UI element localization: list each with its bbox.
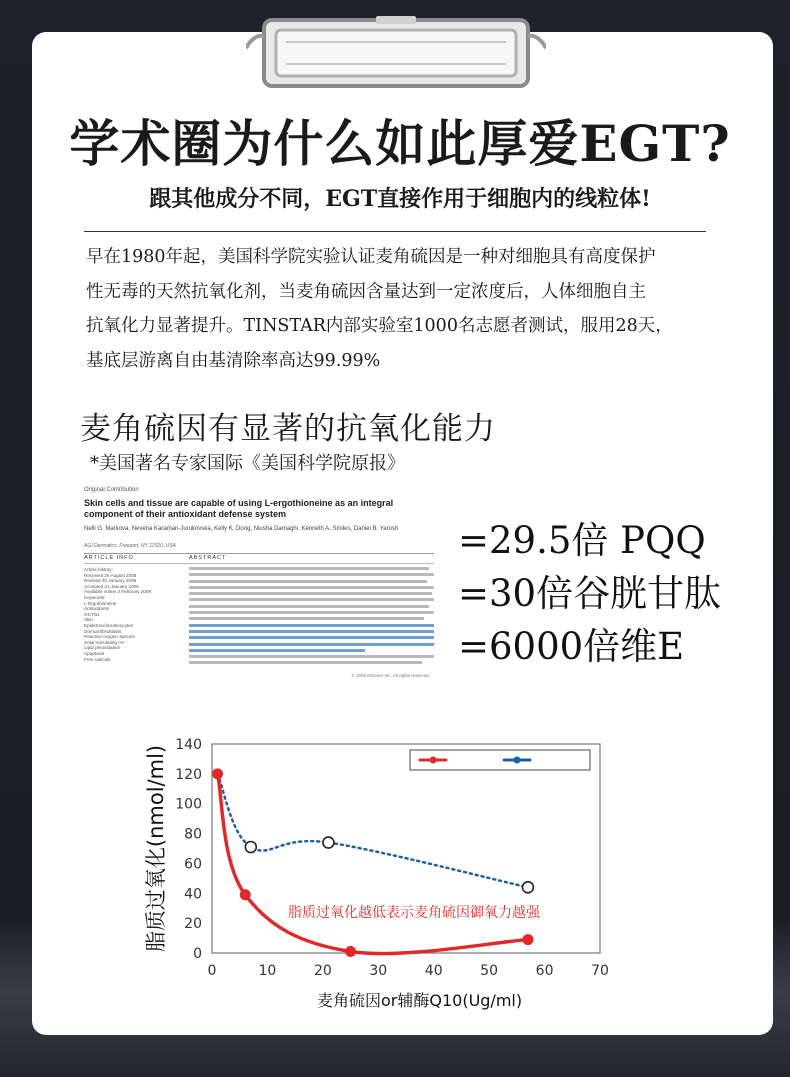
chart-annotation: 脂质过氧化越低表示麦角硫因御氧力越强 [288,905,540,921]
comparison-glutathione: =30倍谷胱甘肽 [458,572,722,615]
article-info-line: Reactive oxygen species [84,634,135,640]
data-point [345,946,356,957]
x-tick-label: 70 [591,963,609,979]
article-info-line: Dermal fibroblasts [84,628,122,634]
y-tick-label: 100 [175,796,202,813]
article-info-line: Apoptosis [84,650,105,656]
data-point [240,889,251,900]
intro-line: 抗氧化力显著提升。TINSTAR内部实验室1000名志愿者测试，服用28天， [86,316,673,336]
article-info-line: Article history: [84,567,113,572]
data-point [522,934,533,945]
x-tick-label: 50 [480,963,499,979]
highlighted-text [189,636,434,639]
article-info-line: Lipid peroxidation [84,645,121,651]
article-abstract-heading: ABSTRACT [189,555,227,561]
article-info-list [84,567,179,662]
y-axis-label: 脂质过氧化(nmol/ml) [144,744,168,953]
article-divider [84,563,434,564]
section-heading: 麦角硫因有显著的抗氧化能力 [80,411,496,447]
article-info-line: Antioxidants [84,606,110,612]
y-tick-label: 60 [184,856,202,873]
y-tick-label: 40 [184,886,202,903]
intro-line: 基底层游离自由基清除率高达99.99% [86,350,381,371]
article-info-line: L-Ergothioneine [84,600,117,606]
intro-line: 性无毒的天然抗氧化剂，当麦角硫因含量达到一定浓度后，人体细胞自主 [86,281,646,302]
y-tick-label: 120 [175,766,202,783]
x-axis-label: 麦角硫因or辅酶Q10(Ug/ml) [317,991,523,1010]
data-point [245,842,256,853]
x-tick-label: 20 [313,963,332,979]
data-point [323,837,334,848]
y-tick-label: 20 [184,916,202,933]
article-affiliation: AGI Dermatics, Freeport, NY 11520, USA [84,543,176,549]
article-divider [84,553,434,554]
article-info-line: Epidermal keratinocytes [84,622,134,628]
article-info-line: Accepted 21 January 2009 [84,583,139,589]
y-tick-label: 0 [193,946,202,962]
article-info-line: Free radicals [84,656,111,662]
highlighted-text [189,624,434,627]
legend-series-marker [430,757,437,764]
divider [84,231,706,232]
legend-series-marker [514,757,521,764]
article-abstract-text [189,567,434,668]
article-info-line: OCTN1 [84,611,100,617]
data-point [212,768,223,779]
source-note: *美国著名专家国际《美国科学院原报》 [90,453,405,474]
article-title: Skin cells and tissue are capable of using L-ergothioneine as an integral component of their antioxidant defense system [84,498,394,519]
series-line [218,774,528,887]
y-tick-label: 80 [184,826,202,843]
article-info-line: Revised 30 January 2009 [84,578,137,584]
intro-paragraph [86,240,706,378]
x-tick-label: 60 [535,963,554,979]
data-point [522,882,533,893]
x-tick-label: 10 [258,963,277,979]
comparison-vitamin-e: =6000倍维E [458,625,685,668]
y-tick-label: 140 [175,737,202,753]
highlighted-text [189,643,434,646]
journal-article-image [84,485,434,680]
page-title: 学术圈为什么如此厚爱EGT? [69,114,731,173]
x-tick-label: 30 [369,963,388,979]
lipid-peroxidation-chart [130,730,640,1020]
article-copyright: © 2009 Elsevier Inc. All rights reserved. [351,673,430,678]
comparison-pqq: =29.5倍 PQQ [458,519,706,562]
article-info-line: Skin [84,617,93,623]
article-contribution: Original Contribution [84,487,139,493]
article-info-heading: ARTICLE INFO [84,555,134,561]
article-info-line: Solar-simulating UV [84,639,125,645]
x-tick-label: 0 [207,963,217,979]
highlighted-text [189,630,434,633]
article-authors: Nelli G. Markova, Nevena Karaman-Jurukovska, Kelly K. Dong, Niusha Damaghi, Kenneth A. Smiles, Daniel B. Yarosh [84,526,399,532]
series-line [218,774,528,954]
article-info-line: Available online 3 February 2009 [84,589,152,595]
intro-line: 早在1980年起，美国科学院实验认证麦角硫因是一种对细胞具有高度保护 [86,247,656,267]
article-info-line: Received 26 August 2008 [84,572,137,578]
article-info-line: Keywords: [84,594,106,600]
clipboard-clip-icon [246,14,546,92]
highlighted-text [189,649,365,652]
page-subtitle: 跟其他成分不同，EGT直接作用于细胞内的线粒体! [149,186,651,212]
x-tick-label: 40 [424,963,443,979]
